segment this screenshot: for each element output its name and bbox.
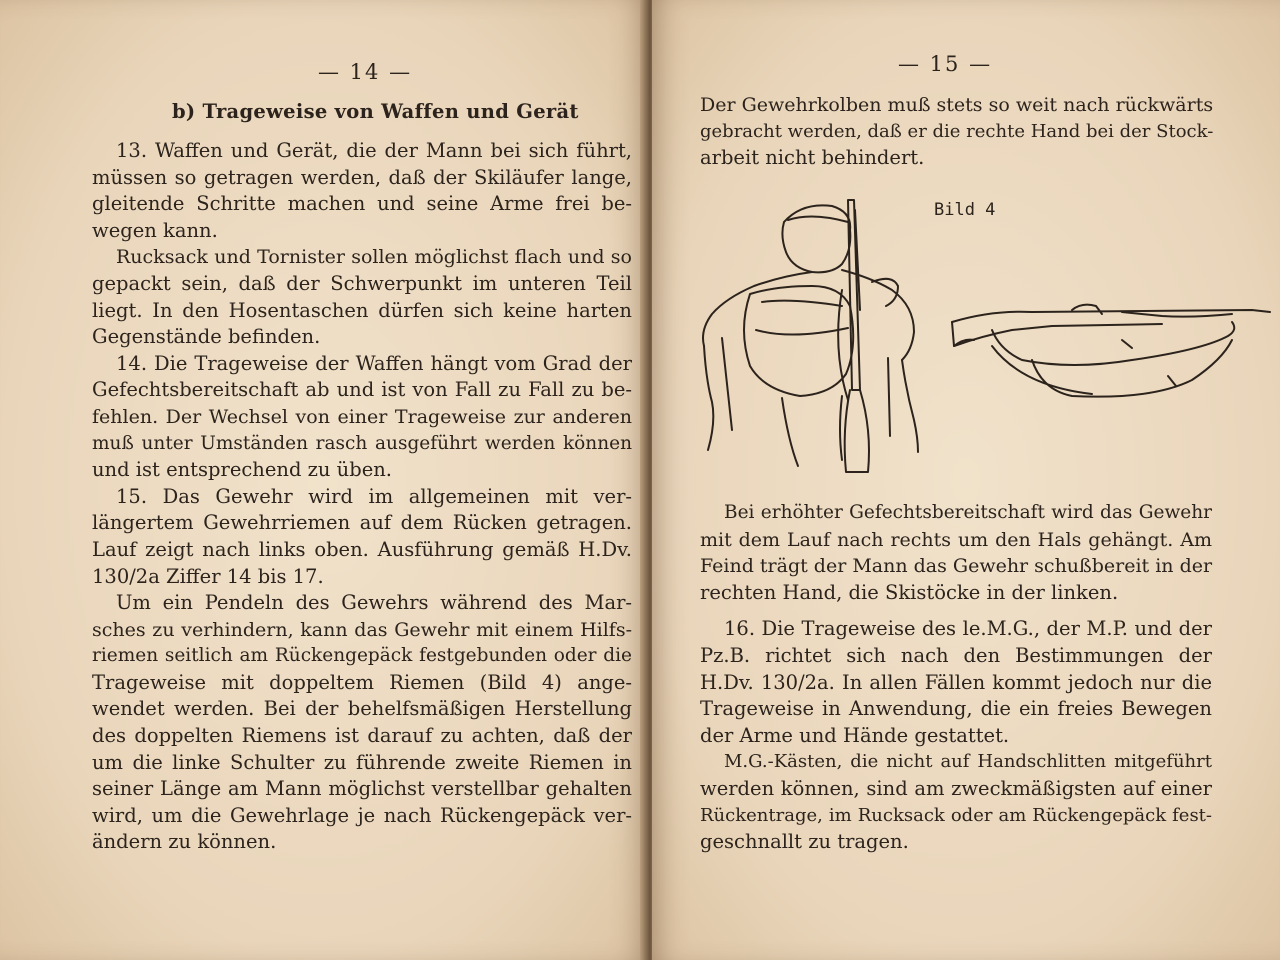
text-line: gepackt sein, daß der Schwerpunkt im unteren Teil [92,271,632,295]
text-line: seiner Länge am Mann möglichst verstellbar gehalten [92,777,632,801]
text-line: fehlen. Der Wechsel von einer Trageweise zur anderen [92,405,632,428]
text-line: 14. Die Trageweise der Waffen hängt vom Grad der [116,351,632,375]
text-line: 15. Das Gewehr wird im allgemeinen mit ver- [116,484,632,508]
right-body-text [700,500,1212,856]
soldier-rifle-illustration [692,190,1272,480]
text-line: H.Dv. 130/2a. In allen Fällen kommt jedoch nur die [700,670,1212,694]
text-line: geschnallt zu tragen. [700,830,909,854]
text-line: Gegenstände befinden. [92,325,321,349]
text-line: gleitende Schritte machen und seine Arme frei be- [92,192,632,216]
text-line: um die linke Schulter zu führende zweite Riemen in [92,750,632,774]
text-line: Gefechtsbereitschaft ab und ist von Fall zu Fall zu be- [92,378,632,402]
text-line: wird, um die Gewehrlage je nach Rückengepäck ver- [92,803,632,827]
text-line: 16. Die Trageweise des le.M.G., der M.P. und der [724,617,1212,641]
text-line: Um ein Pendeln des Gewehrs während des Mar- [116,591,632,615]
text-line: liegt. In den Hosentaschen dürfen sich keine harten [92,298,632,322]
text-line: Pz.B. richtet sich nach den Bestimmungen der [700,643,1212,667]
text-line: Der Gewehrkolben muß stets so weit nach rückwärts [700,94,1214,116]
text-line: M.G.-Kästen, die nicht auf Handschlitten mitgeführt [724,751,1212,773]
text-line: mit dem Lauf nach rechts um den Hals gehängt. Am [700,528,1212,551]
soldier-figure [703,205,918,466]
text-line: und ist entsprechend zu üben. [92,458,392,482]
figure-caption: Bild 4 [934,200,996,220]
right-page [652,0,1280,960]
text-line: 13. Waffen und Gerät, die der Mann bei sich führt, [116,139,632,162]
rifle-with-double-sling [952,305,1270,397]
text-line: längertem Gewehrriemen auf dem Rücken getragen. [92,511,632,535]
text-line: 130/2a Ziffer 14 bis 17. [92,564,324,588]
text-line: des doppelten Riemens ist darauf zu achten, daß der [92,724,632,748]
text-line: arbeit nicht behindert. [700,146,925,170]
text-line: Feind trägt der Mann das Gewehr schußbereit in der [700,555,1213,578]
text-line: wegen kann. [92,218,218,242]
text-line: riemen seitlich am Rückengepäck festgebunden oder die [92,645,632,667]
text-line: Lauf zeigt nach links oben. Ausführung gemäß H.Dv. [92,537,632,561]
text-line: ändern zu können. [92,830,277,854]
page-number-right: — 15 — [898,52,993,76]
text-line: Rucksack und Tornister sollen möglichst flach und so [116,246,632,269]
text-line: Rückentrage, im Rucksack oder am Rückengepäck fest- [700,804,1212,826]
text-line: Trageweise in Anwendung, die ein freies Bewegen [700,697,1212,721]
text-line: muß unter Umständen rasch ausgeführt werden können [92,432,632,454]
text-line: gebracht werden, daß er die rechte Hand bei der Stock- [700,120,1214,142]
text-line: Bei erhöhter Gefechtsbereitschaft wird das Gewehr [724,502,1212,523]
text-line: der Arme und Hände gestattet. [700,723,1010,747]
text-line: müssen so getragen werden, daß der Skiläufer lange, [92,165,632,189]
text-line: sches zu verhindern, kann das Gewehr mit einem Hilfs- [92,618,632,641]
right-top-text [700,92,1212,172]
page-number-left: — 14 — [318,60,413,84]
text-line: wendet werden. Bei der behelfsmäßigen Herstellung [92,697,632,721]
text-line: werden können, sind am zweckmäßigsten auf einer [700,776,1212,800]
section-heading: b) Trageweise von Waffen und Gerät [172,100,579,123]
text-line: Trageweise mit doppeltem Riemen (Bild 4) ange- [92,670,632,694]
left-body-text [92,138,632,856]
text-line: rechten Hand, die Skistöcke in der linken. [700,580,1119,604]
